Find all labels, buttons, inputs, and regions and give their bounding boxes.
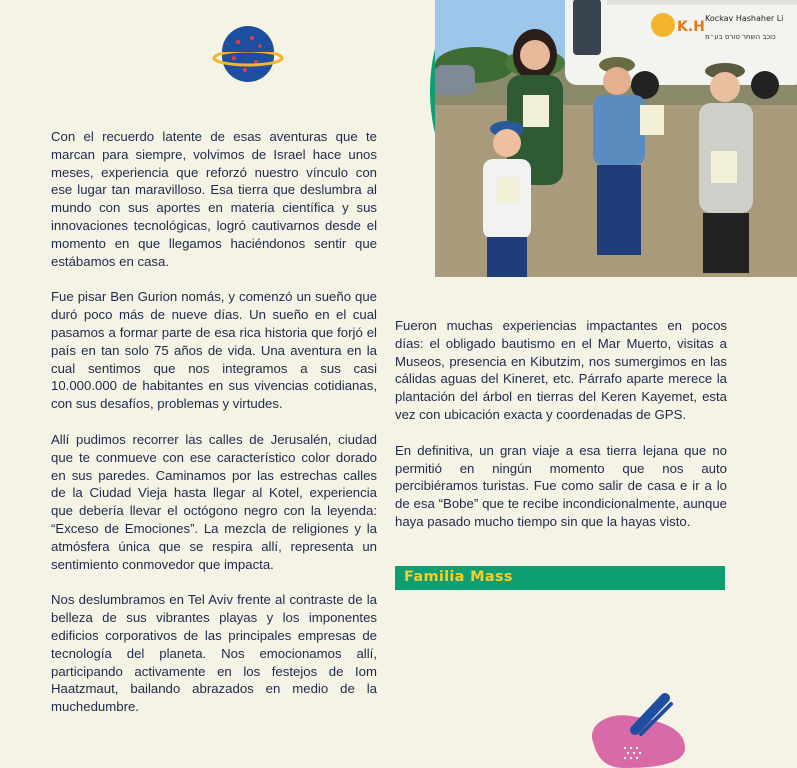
signature-text: Familia Mass [404, 569, 513, 585]
bus-brand: K.H [677, 19, 705, 35]
paragraph-2: Fue pisar Ben Gurion nomás, y comenzó un sueño que duró poco más de nueve días. Un sueño en el cual pasamos a formar parte de esa rica historia que forjó el país en tan solo 75 años de vida. Una aventura en la cual sentimos que nos integramos a sus casi 10.000.000 de habitantes en sus vivencias cotidianas, con sus desafíos, problemas y virtudes. [51, 289, 377, 412]
paragraph-1: Con el recuerdo latente de esas aventuras que te marcan para siempre, volvimos de Israel hace unos meses, experiencia que reforzó nuestro vínculo con ese lugar tan maravilloso. Esa tierra que deslumbra al mundo con sus aportes en materia científica y sus innovaciones tecnológicas, logró cautivarnos desde el momento en que llegamos haciéndonos sentir que estábamos en casa. [51, 129, 377, 269]
photo-illustration [435, 0, 797, 277]
signature-banner [395, 566, 725, 590]
bus-name: Kockav Hashaher Li [705, 14, 784, 23]
group-photo [430, 0, 792, 272]
paragraph-6: En definitiva, un gran viaje a esa tierra lejana que no permitió en ningún momento que nos auto percibiéramos turistas. Fue como salir de casa e ir a lo de esa “Bobe” que te recibe incondicionalmente, aunque haya pasado mucho tiempo sin que la hayas visto. [395, 442, 727, 529]
paragraph-3: Allí pudimos recorrer las calles de Jerusalén, ciudad que te conmueve con ese característico color dorado en sus paredes. Caminamos por las estrechas calles de la Ciudad Vieja hasta llegar al Kotel, experiencia que debería llevar el octógono negro con la leyenda: “Exceso de Emociones”. La mezcla de religiones y la atmósfera única que se respira allí, representa un sentimiento conmovedor que impacta. [51, 431, 377, 572]
pen-blob-icon [585, 690, 695, 768]
planet-icon [212, 28, 284, 84]
article-left-column [51, 128, 377, 734]
paragraph-5: Fueron muchas experiencias impactantes en pocos días: el obligado bautismo en el Mar Muerto, visitas a Museos, presencia en Kibutzim, nos sumergimos en las cálidas aguas del Kineret, etc. Párrafo aparte merece la plantación del árbol en tierras del Keren Kayemet, esta vez con ubicación exacta y coordenadas de GPS. [395, 318, 727, 422]
bus-hebrew: כוכב השחר טורס בע״מ [705, 33, 776, 41]
paragraph-4: Nos deslumbramos en Tel Aviv frente al contraste de la belleza de sus vibrantes playas y los imponentes edificios corporativos de las principales empresas de tecnología del planeta. Nos emocionamos allí, participando activamente en los festejos de Iom Haatzmaut, bailando abrazados en medio de la muchedumbre. [51, 592, 377, 715]
article-right-column [395, 317, 727, 549]
